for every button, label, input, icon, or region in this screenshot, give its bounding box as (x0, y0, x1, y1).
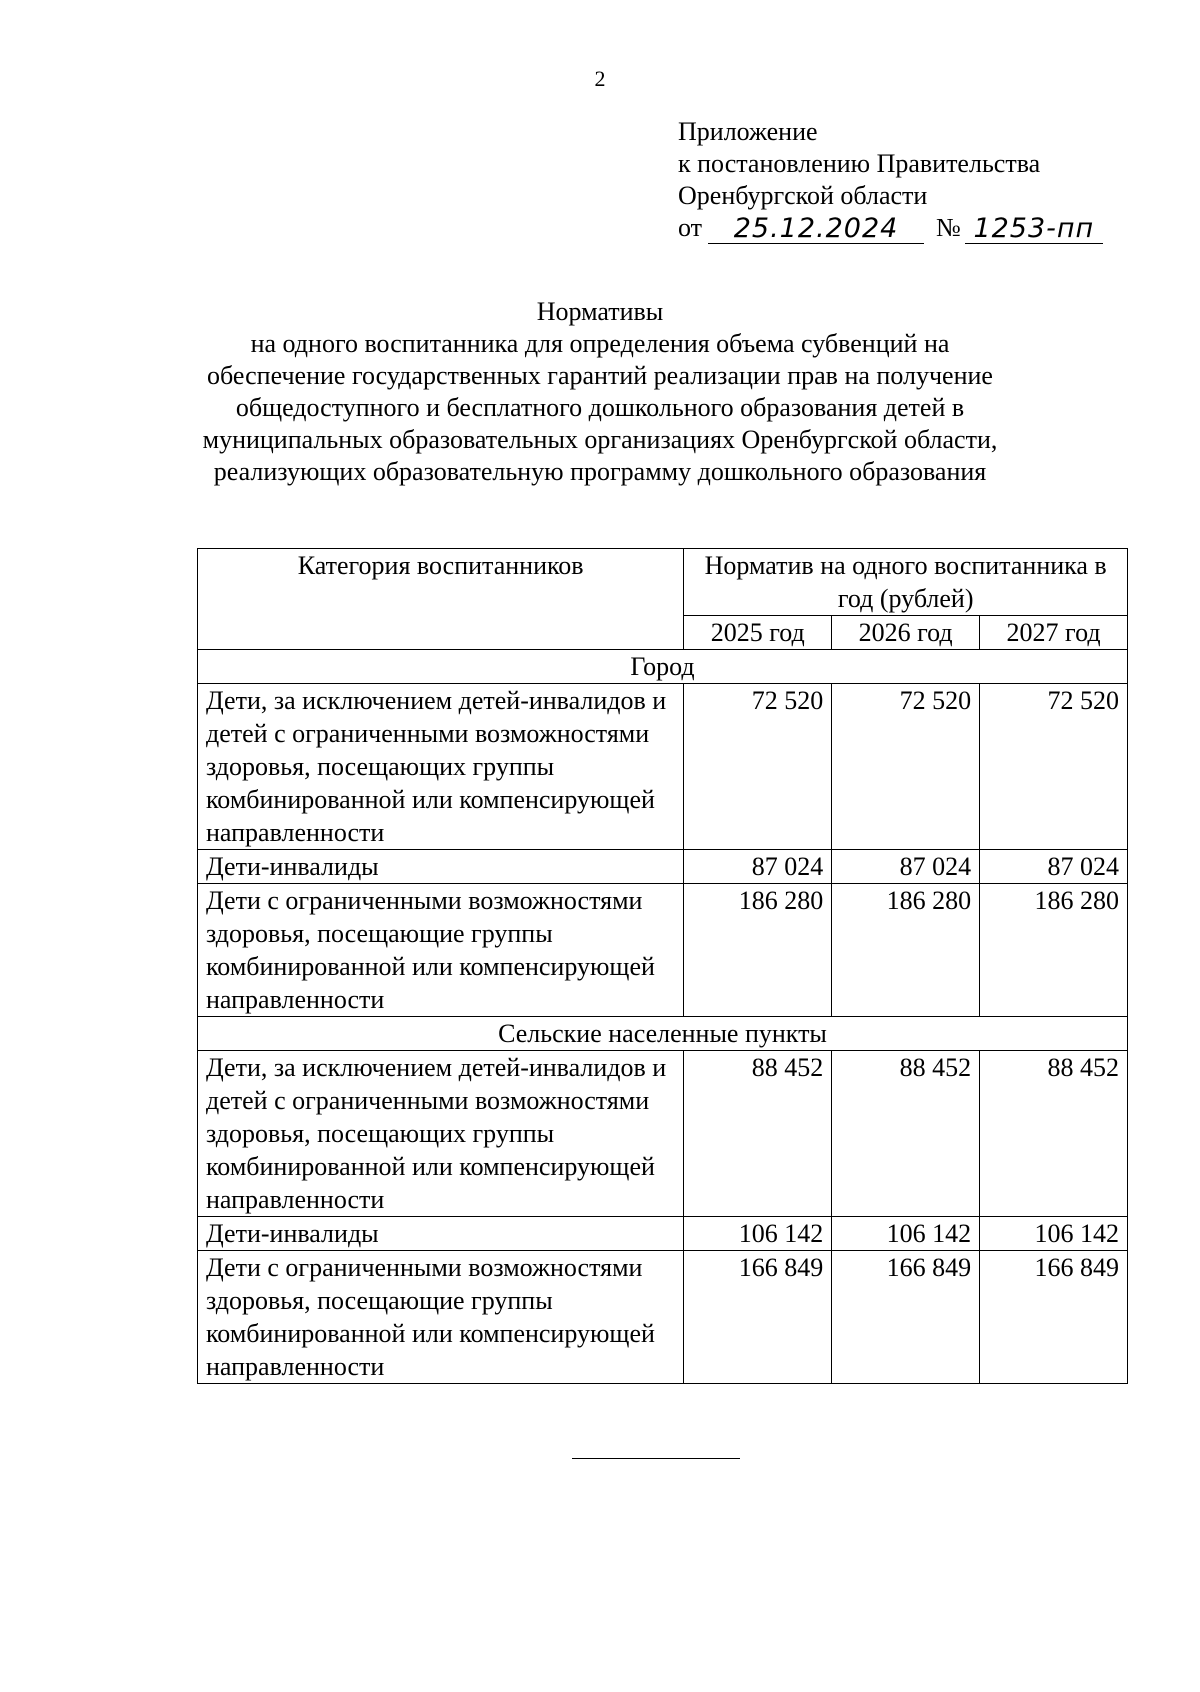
row-value-2026: 72 520 (832, 684, 980, 850)
appendix-block (678, 116, 1103, 244)
title-line-2: на одного воспитанника для определения объема субвенций на (250, 329, 950, 358)
table-row (198, 684, 1128, 850)
row-value-2027: 88 452 (980, 1051, 1128, 1217)
row-value-2025: 88 452 (684, 1051, 832, 1217)
row-value-2026: 106 142 (832, 1217, 980, 1251)
title-line-6: реализующих образовательную программу дошкольного образования (213, 457, 987, 486)
table-row (198, 884, 1128, 1017)
row-value-2027: 166 849 (980, 1251, 1128, 1384)
row-category: Дети, за исключением детей-инвалидов и детей с ограниченными возможностями здоровья, посещающих группы комбинированной или компенсирующей направленности (198, 684, 684, 850)
table-row (198, 1251, 1128, 1384)
date-prefix: от (678, 213, 703, 242)
title-line-5: муниципальных образовательных организациях Оренбургской области, (202, 425, 998, 454)
header-year-2025: 2025 год (684, 616, 832, 650)
appendix-line-2: к постановлению Правительства (678, 149, 1041, 178)
document-title (0, 296, 1200, 488)
row-value-2027: 87 024 (980, 850, 1128, 884)
row-value-2025: 87 024 (684, 850, 832, 884)
row-value-2026: 186 280 (832, 884, 980, 1017)
row-value-2025: 166 849 (684, 1251, 832, 1384)
header-year-2027: 2027 год (980, 616, 1128, 650)
row-category: Дети с ограниченными возможностями здоровья, посещающие группы комбинированной или компенсирующей направленности (198, 884, 684, 1017)
header-norm: Норматив на одного воспитанника в год (рублей) (684, 549, 1128, 616)
section-city: Город (198, 650, 1128, 684)
title-line-3: обеспечение государственных гарантий реализации прав на получение (207, 361, 993, 390)
table-header (198, 549, 1128, 650)
row-value-2025: 186 280 (684, 884, 832, 1017)
row-category: Дети с ограниченными возможностями здоровья, посещающие группы комбинированной или компенсирующей направленности (198, 1251, 684, 1384)
row-value-2026: 87 024 (832, 850, 980, 884)
table-row (198, 1217, 1128, 1251)
norms-table (197, 548, 1128, 1384)
row-category: Дети, за исключением детей-инвалидов и детей с ограниченными возможностями здоровья, посещающих группы комбинированной или компенсирующей направленности (198, 1051, 684, 1217)
table-row (198, 1051, 1128, 1217)
header-category: Категория воспитанников (198, 549, 684, 650)
appendix-line-1: Приложение (678, 117, 818, 146)
handwritten-number: 1253-пп (965, 215, 1103, 244)
row-category: Дети-инвалиды (198, 850, 684, 884)
row-value-2025: 72 520 (684, 684, 832, 850)
handwritten-date: 25.12.2024 (708, 215, 924, 244)
title-line-4: общедоступного и бесплатного дошкольного образования детей в (235, 393, 965, 422)
page-number: 2 (594, 66, 606, 91)
section-rural: Сельские населенные пункты (198, 1017, 1128, 1051)
row-value-2026: 88 452 (832, 1051, 980, 1217)
section-row (198, 650, 1128, 684)
table-body (198, 650, 1128, 1384)
section-row (198, 1017, 1128, 1051)
row-value-2027: 186 280 (980, 884, 1128, 1017)
appendix-line-3: Оренбургской области (678, 181, 928, 210)
table-row (198, 850, 1128, 884)
row-value-2025: 106 142 (684, 1217, 832, 1251)
bottom-rule-divider (572, 1458, 740, 1459)
appendix-date-line (678, 212, 1103, 244)
row-value-2027: 72 520 (980, 684, 1128, 850)
row-value-2027: 106 142 (980, 1217, 1128, 1251)
header-year-2026: 2026 год (832, 616, 980, 650)
number-prefix: № (936, 213, 961, 242)
title-line-1: Нормативы (536, 297, 664, 326)
row-category: Дети-инвалиды (198, 1217, 684, 1251)
row-value-2026: 166 849 (832, 1251, 980, 1384)
